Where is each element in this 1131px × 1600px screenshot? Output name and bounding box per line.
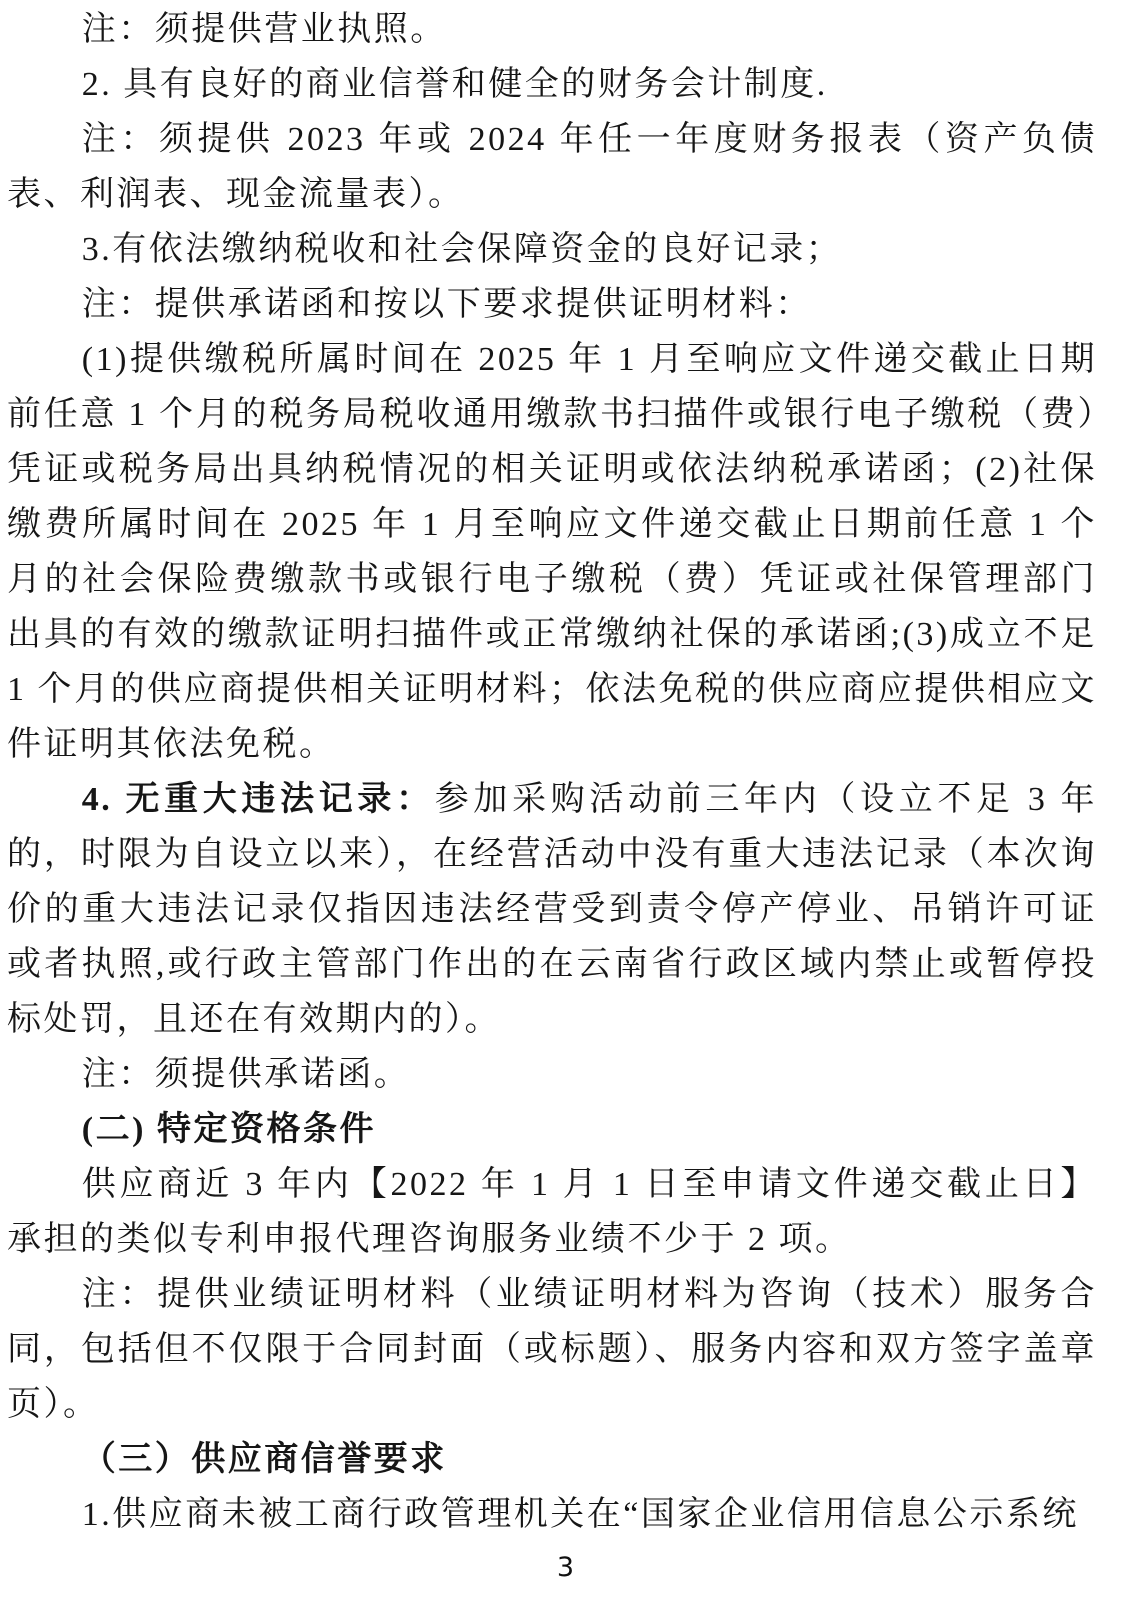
paragraph-tax-and-social-security-proof-details [7, 332, 1097, 772]
paragraph-text: 注：提供承诺函和按以下要求提供证明材料： [81, 286, 812, 323]
paragraph-note-performance-proof-materials [7, 1267, 1097, 1432]
paragraph-note-commitment-letter-and-materials [7, 277, 1097, 332]
paragraph-text: 1.供应商未被工商行政管理机关在“国家企业信用信息公示系统 [81, 1496, 1079, 1533]
paragraph-note-financial-statements [7, 112, 1097, 222]
paragraph-item-3-tax-social-security-record [7, 222, 1097, 277]
paragraph-bold-text: (二) 特定资格条件 [81, 1111, 376, 1148]
paragraph-note-business-license [7, 2, 1097, 57]
paragraph-bold-text: （三）供应商信誉要求 [81, 1441, 447, 1478]
paragraph-text: 注：提供业绩证明材料（业绩证明材料为咨询（技术）服务合同，包括但不仅限于合同封面（或标题）、服务内容和双方签字盖章页）。 [7, 1276, 1097, 1423]
paragraph-text: 供应商近 3 年内【2022 年 1 月 1 日至申请文件递交截止日】承担的类似专利申报代理咨询服务业绩不少于 2 项。 [7, 1166, 1097, 1258]
paragraph-text: 注：须提供营业执照。 [81, 11, 447, 48]
paragraph-text: 注：须提供承诺函。 [81, 1056, 411, 1093]
paragraph-item-4-no-major-illegal-record [7, 772, 1097, 1047]
paragraph-item-1-credit-information-publicity-system [7, 1487, 1097, 1542]
paragraph-text: 参加采购活动前三年内（设立不足 3 年的，时限为自设立以来），在经营活动中没有重大违法记录（本次询价的重大违法记录仅指因违法经营受到责令停产停业、吊销许可证或者执照,或行政主管部门作出的在云南省行政区域内禁止或暂停投标处罚，且还在有效期内的）。 [7, 781, 1098, 1038]
paragraph-note-commitment-letter [7, 1047, 1097, 1102]
paragraph-heading-section-3-supplier-credit-requirements [7, 1432, 1097, 1487]
paragraph-text: 2. 具有良好的商业信誉和健全的财务会计制度. [81, 66, 828, 103]
paragraph-item-2-commercial-credit-finance [7, 57, 1097, 112]
paragraph-bold-text: 4. 无重大违法记录： [81, 781, 435, 818]
page-number: 3 [556, 1552, 575, 1583]
paragraph-text: 3.有依法缴纳税收和社会保障资金的良好记录； [81, 231, 843, 268]
paragraph-text: (1)提供缴税所属时间在 2025 年 1 月至响应文件递交截止日期前任意 1 个月的税务局税收通用缴款书扫描件或银行电子缴税（费）凭证或税务局出具纳税情况的相关证明或依法纳税承诺函；(2)社保缴费所属时间在 2025 年 1 月至响应文件递交截止日期前任意 1 个月的社会保险费缴款书或银行电子缴税（费）凭证或社保管理部门出具的有效的缴款证明扫描件或正常缴纳社保的承诺函;(3)成立不足 1 个月的供应商提供相关证明材料；依法免税的供应商应提供相应文件证明其依法免税。 [7, 341, 1097, 763]
paragraph-text: 注：须提供 2023 年或 2024 年任一年度财务报表（资产负债表、利润表、现金流量表）。 [7, 121, 1097, 213]
paragraph-specific-qualification-performance-requirement [7, 1157, 1097, 1267]
document-body [7, 2, 1097, 1542]
paragraph-heading-section-2-specific-qualifications [7, 1102, 1097, 1157]
